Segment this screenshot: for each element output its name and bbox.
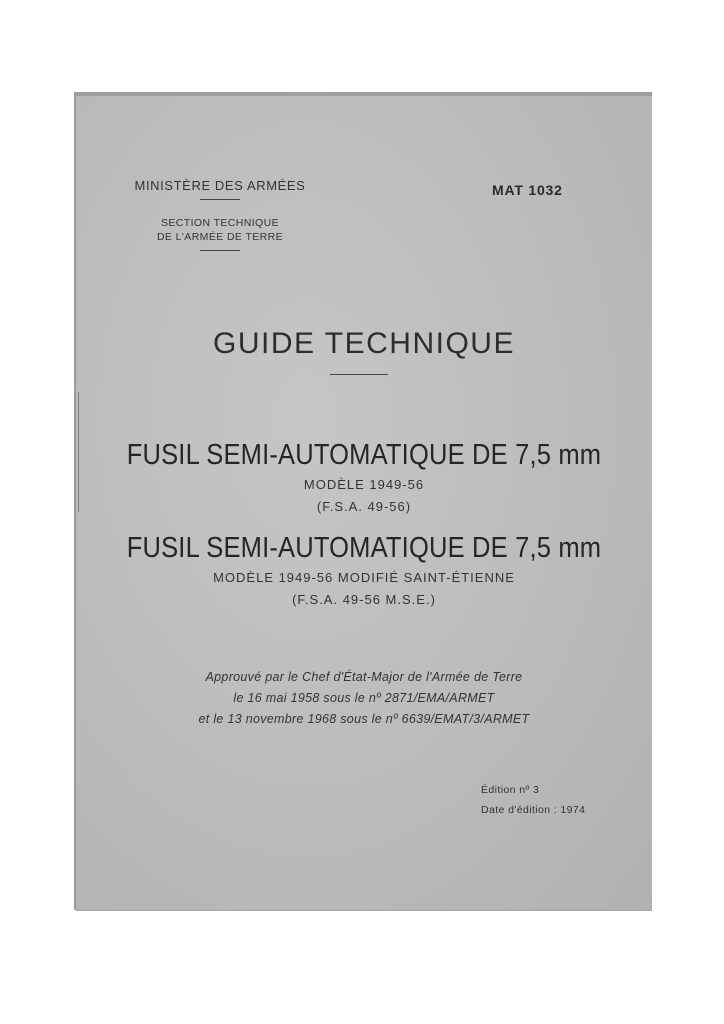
rifle-2-title: FUSIL SEMI-AUTOMATIQUE DE 7,5 mm [126, 532, 602, 564]
rifle-1-model: MODÈLE 1949-56 [303, 477, 425, 492]
edition-number: Édition nº 3 [481, 784, 540, 796]
rifle-1-abbrev: (F.S.A. 49-56) [316, 499, 412, 514]
section-line-2: DE L'ARMÉE DE TERRE [156, 231, 284, 243]
section-divider [200, 250, 240, 251]
ministry-divider [200, 199, 240, 200]
rifle-1-title: FUSIL SEMI-AUTOMATIQUE DE 7,5 mm [126, 439, 602, 471]
section-line-1: SECTION TECHNIQUE [160, 217, 280, 229]
rifle-2-abbrev: (F.S.A. 49-56 M.S.E.) [292, 592, 436, 607]
title-divider [330, 374, 388, 375]
rifle-2-model: MODÈLE 1949-56 MODIFIÉ SAINT-ÉTIENNE [213, 570, 515, 585]
document-title: GUIDE TECHNIQUE [213, 327, 515, 360]
approval-block [76, 667, 652, 730]
spine-crease [78, 392, 79, 512]
edition-block [481, 780, 585, 820]
edition-date: Date d'édition : 1974 [481, 804, 586, 816]
ministry-name: MINISTÈRE DES ARMÉES [134, 178, 306, 193]
ministry-block [120, 178, 320, 200]
approval-line-1: Approuvé par le Chef d'État-Major de l'Armée de Terre [205, 670, 523, 684]
booklet-cover [76, 92, 652, 910]
approval-line-3: et le 13 novembre 1968 sous le nº 6639/EMAT/3/ARMET [198, 712, 530, 726]
section-block [120, 216, 320, 251]
approval-line-2: le 16 mai 1958 sous le nº 2871/EMA/ARMET [233, 691, 495, 705]
mat-number: MAT 1032 [492, 182, 563, 198]
